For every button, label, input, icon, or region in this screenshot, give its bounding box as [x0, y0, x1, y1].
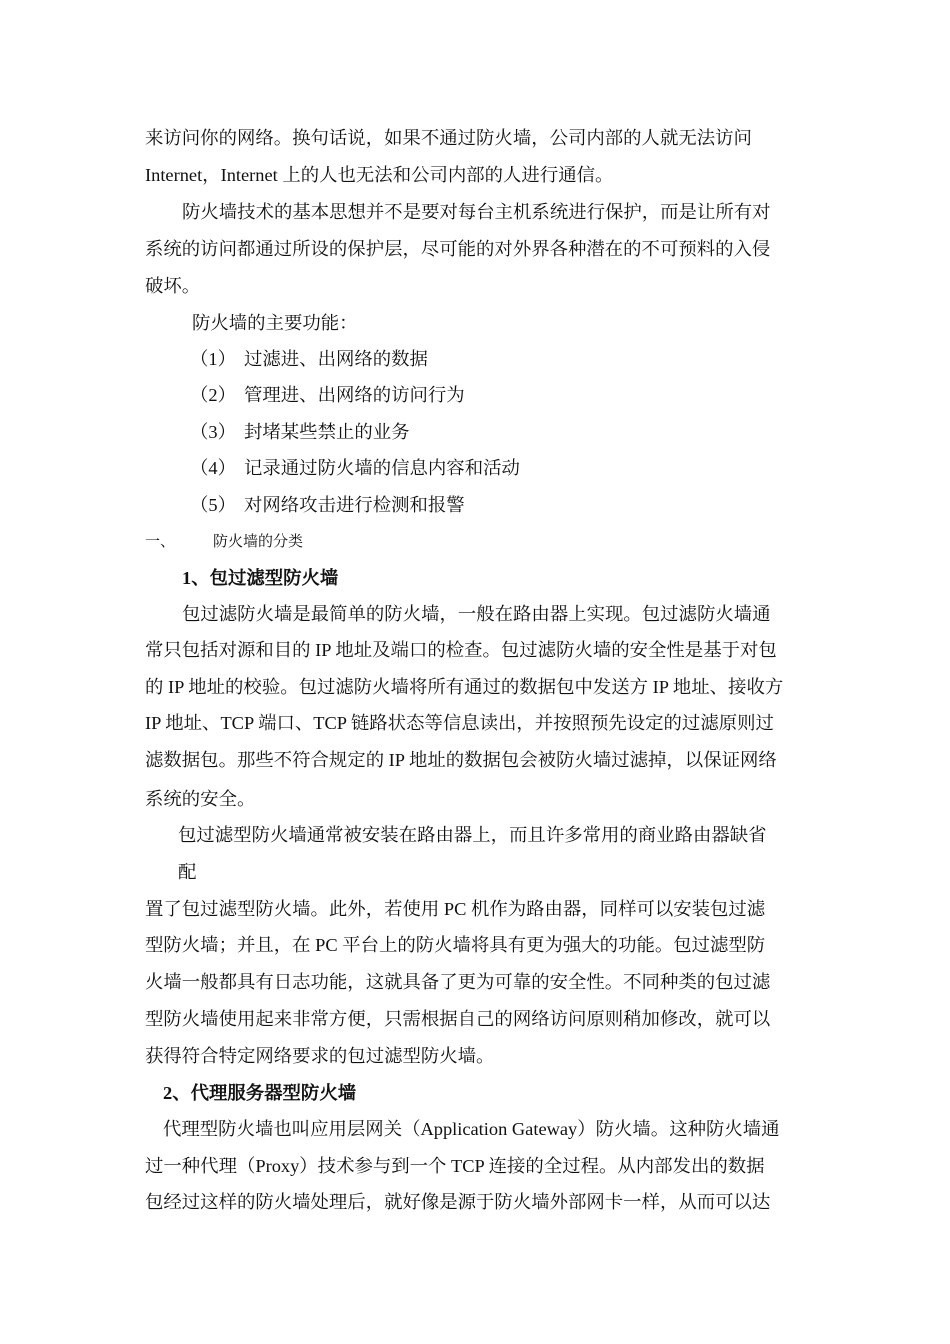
paragraph-line: 系统的安全。 [145, 789, 256, 809]
list-item-number: （3） [190, 422, 236, 442]
paragraph-line: 配 [178, 862, 197, 882]
subsection-title: 2、代理服务器型防火墙 [163, 1083, 357, 1103]
list-item-number: （1） [190, 349, 236, 369]
paragraph-line: 包经过这样的防火墙处理后，就好像是源于防火墙外部网卡一样，从而可以达 [145, 1192, 771, 1212]
paragraph-line: 常只包括对源和目的 IP 地址及端口的检查。包过滤防火墙的安全性是基于对包 [145, 640, 777, 660]
paragraph-line: 过一种代理（Proxy）技术参与到一个 TCP 连接的全过程。从内部发出的数据 [145, 1156, 765, 1176]
list-item-number: （4） [190, 458, 236, 478]
paragraph-line: 的 IP 地址的校验。包过滤防火墙将所有通过的数据包中发送方 IP 地址、接收方 [145, 677, 784, 697]
paragraph-line: 包过滤型防火墙通常被安装在路由器上，而且许多常用的商业路由器缺省 [178, 825, 767, 845]
paragraph-line: IP 地址、TCP 端口、TCP 链路状态等信息读出，并按照预先设定的过滤原则过 [145, 713, 774, 733]
paragraph-line: 包过滤防火墙是最简单的防火墙，一般在路由器上实现。包过滤防火墙通 [182, 604, 771, 624]
paragraph-line: 来访问你的网络。换句话说，如果不通过防火墙，公司内部的人就无法访问 [145, 128, 752, 148]
paragraph-line: 防火墙技术的基本思想并不是要对每台主机系统进行保护，而是让所有对 [182, 202, 771, 222]
paragraph-line: Internet，Internet 上的人也无法和公司内部的人进行通信。 [145, 165, 614, 185]
paragraph-line: 系统的访问都通过所设的保护层，尽可能的对外界各种潜在的不可预料的入侵 [145, 239, 771, 259]
section-number: 一、 [145, 534, 176, 550]
paragraph-line: 代理型防火墙也叫应用层网关（Application Gateway）防火墙。这种防火墙通 [163, 1119, 780, 1139]
list-item-text: 对网络攻击进行检测和报警 [244, 495, 465, 515]
list-item-number: （5） [190, 495, 236, 515]
list-item-number: （2） [190, 385, 236, 405]
paragraph-line: 火墙一般都具有日志功能，这就具备了更为可靠的安全性。不同种类的包过滤 [145, 972, 771, 992]
list-item-text: 管理进、出网络的访问行为 [244, 385, 465, 405]
paragraph-line: 型防火墙使用起来非常方便，只需根据自己的网络访问原则稍加修改，就可以 [145, 1009, 771, 1029]
section-title: 防火墙的分类 [213, 534, 304, 550]
paragraph-line: 置了包过滤型防火墙。此外，若使用 PC 机作为路由器，同样可以安装包过滤 [145, 899, 766, 919]
list-item-text: 封堵某些禁止的业务 [244, 422, 410, 442]
subsection-title: 1、包过滤型防火墙 [182, 568, 339, 588]
paragraph-line: 滤数据包。那些不符合规定的 IP 地址的数据包会被防火墙过滤掉，以保证网络 [145, 750, 777, 770]
paragraph-line: 破坏。 [145, 276, 201, 296]
functions-heading: 防火墙的主要功能： [192, 313, 358, 333]
paragraph-line: 型防火墙；并且，在 PC 平台上的防火墙将具有更为强大的功能。包过滤型防 [145, 935, 766, 955]
list-item-text: 记录通过防火墙的信息内容和活动 [244, 458, 520, 478]
paragraph-line: 获得符合特定网络要求的包过滤型防火墙。 [145, 1046, 495, 1066]
list-item-text: 过滤进、出网络的数据 [244, 349, 428, 369]
